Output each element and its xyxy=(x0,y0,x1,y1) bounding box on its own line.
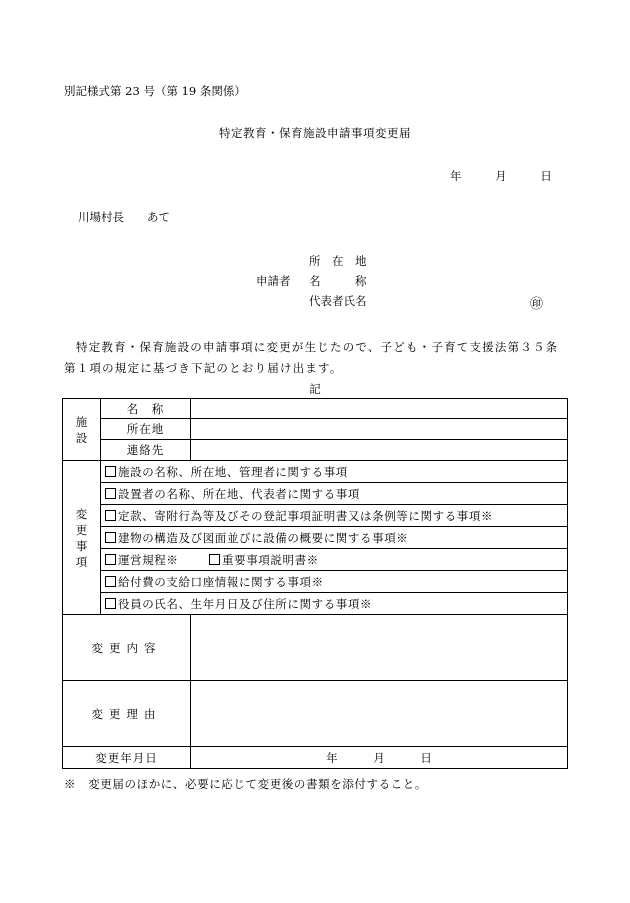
ki-heading: 記 xyxy=(309,382,321,396)
change-reason-field[interactable] xyxy=(191,681,568,747)
name-label: 名 称 xyxy=(309,274,367,288)
change-item-row xyxy=(63,571,568,593)
form-identifier: 別記様式第 23 号（第 19 条関係） xyxy=(64,84,246,98)
change-date-field[interactable] xyxy=(191,747,568,769)
important-matters-label: 重要事項説明書※ xyxy=(222,552,319,567)
change-reason-row xyxy=(63,681,568,747)
facility-row-address xyxy=(63,419,568,440)
change-content-field[interactable] xyxy=(191,615,568,681)
facility-label: 施 設 xyxy=(63,399,101,461)
day-label: 日 xyxy=(540,169,552,183)
month-label: 月 xyxy=(373,750,385,765)
checkbox[interactable] xyxy=(105,488,116,499)
facility-name-label: 名 称 xyxy=(101,399,191,419)
checkbox[interactable] xyxy=(105,532,116,543)
facility-row-contact xyxy=(63,440,568,461)
seal-mark: ㊞ xyxy=(530,297,544,312)
checkbox[interactable] xyxy=(105,598,116,609)
change-item-account[interactable]: 給付費の支給口座情報に関する事項※ xyxy=(101,571,568,593)
facility-contact-field[interactable] xyxy=(191,440,568,461)
change-reason-label: 変更理由 xyxy=(63,681,191,747)
checkbox[interactable] xyxy=(105,466,116,477)
change-item-row xyxy=(63,461,568,483)
change-item-row xyxy=(63,505,568,527)
change-item-founder[interactable]: 設置者の名称、所在地、代表者に関する事項 xyxy=(101,483,568,505)
facility-name-field[interactable] xyxy=(191,399,568,419)
change-item-row xyxy=(63,593,568,615)
month-label: 月 xyxy=(495,169,507,183)
change-item-row xyxy=(63,527,568,549)
change-content-label: 変更内容 xyxy=(63,615,191,681)
submission-date xyxy=(450,168,552,184)
change-item-facility[interactable]: 施設の名称、所在地、管理者に関する事項 xyxy=(101,461,568,483)
representative-label: 代表者氏名 xyxy=(309,294,367,308)
change-item-building[interactable]: 建物の構造及び図面並びに設備の概要に関する事項※ xyxy=(101,527,568,549)
change-date-row xyxy=(63,747,568,769)
change-item-rules[interactable] xyxy=(101,549,568,571)
facility-contact-label: 連絡先 xyxy=(101,440,191,461)
body-text: 特定教育・保育施設の申請事項に変更が生じたので、子ども・子育て支援法第３５条第１項の規定に基づき下記のとおり届け出ます。 xyxy=(64,340,559,375)
attachment-note: ※ 変更届のほかに、必要に応じて変更後の書類を添付すること。 xyxy=(64,777,427,791)
change-form-table xyxy=(62,398,568,769)
facility-address-label: 所在地 xyxy=(101,419,191,440)
checkbox[interactable] xyxy=(105,510,116,521)
document-title: 特定教育・保育施設申請事項変更届 xyxy=(219,126,411,140)
change-items-label: 変 更 事 項 xyxy=(63,461,101,615)
rules-label: 運営規程※ xyxy=(118,552,179,567)
change-item-row xyxy=(63,549,568,571)
change-item-officers[interactable]: 役員の氏名、生年月日及び住所に関する事項※ xyxy=(101,593,568,615)
facility-row-name xyxy=(63,399,568,419)
checkbox[interactable] xyxy=(105,576,116,587)
addressee: 川場村長 あて xyxy=(78,210,170,224)
applicant-label: 申請者 xyxy=(256,274,291,288)
change-item-articles[interactable]: 定款、寄附行為等及びその登記事項証明書又は条例等に関する事項※ xyxy=(101,505,568,527)
year-label: 年 xyxy=(326,750,338,765)
address-label: 所 在 地 xyxy=(309,254,367,268)
change-date-label: 変更年月日 xyxy=(63,747,191,769)
day-label: 日 xyxy=(420,750,432,765)
checkbox[interactable] xyxy=(105,554,116,565)
change-content-row xyxy=(63,615,568,681)
facility-address-field[interactable] xyxy=(191,419,568,440)
change-item-row xyxy=(63,483,568,505)
year-label: 年 xyxy=(450,169,462,183)
checkbox[interactable] xyxy=(209,554,220,565)
